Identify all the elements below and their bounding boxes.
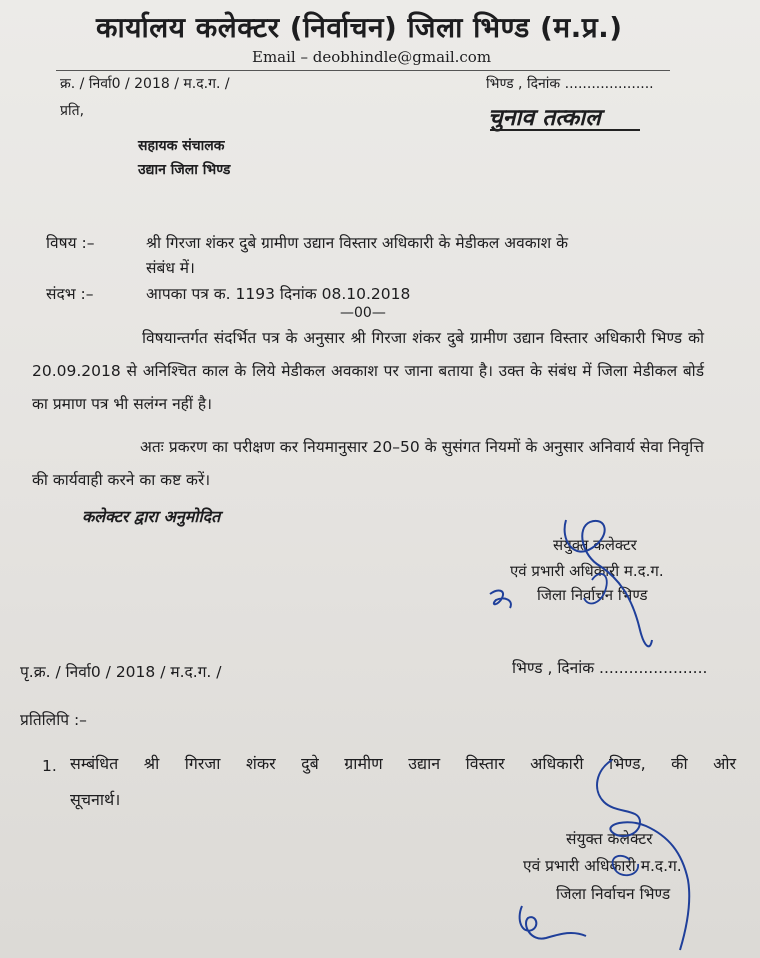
subject-label: विषय :– bbox=[46, 234, 95, 252]
endorsement-number: पृ.क्र. / निर्वा0 / 2018 / म.द.ग. / bbox=[20, 663, 222, 681]
reference-text: आपका पत्र क. 1193 दिनांक 08.10.2018 bbox=[146, 285, 411, 303]
signatory-2-office: एवं प्रभारी अधिकारी म.द.ग. bbox=[523, 857, 682, 875]
signatory-1-district: जिला निर्वाचन भिण्ड bbox=[537, 586, 648, 604]
endorsement-place-date: भिण्ड , दिनांक ...................... bbox=[512, 659, 708, 677]
subject-line-2: संबंध में। bbox=[146, 259, 195, 277]
copy-item-1-number: 1. bbox=[42, 757, 57, 775]
signatory-1-office: एवं प्रभारी अधिकारी म.द.ग. bbox=[510, 562, 664, 580]
office-title: कार्यालय कलेक्टर (निर्वाचन) जिला भिण्ड (म.प्र.) bbox=[96, 11, 623, 44]
signatory-2-district: जिला निर्वाचन भिण्ड bbox=[556, 885, 671, 903]
body-paragraph-1: विषयान्तर्गत संदर्भित पत्र के अनुसार श्री गिरजा शंकर दुबे ग्रामीण उद्यान विस्तार अधिकारी भिण्ड को 20.09.2018 से अनिश्चित काल के लिये मेडीकल अवकाश पर जाना बताया है। उक्त के संबंध में जिला मेडीकल बोर्ड का प्रमाण पत्र भी सलंग्न नहीं है। bbox=[32, 329, 704, 413]
signatory-1-designation: संयुक्त कलेक्टर bbox=[553, 536, 637, 554]
reference-label: संदभ :– bbox=[46, 285, 94, 303]
body-paragraph-2: अतः प्रकरण का परीक्षण कर नियमानुसार 20–50 के सुसंगत नियमों के अनुसार अनिवार्य सेवा निवृत्ति की कार्यवाही करने का कष्ट करें। bbox=[32, 438, 704, 489]
separator: —00— bbox=[340, 305, 386, 321]
to-label: प्रति, bbox=[60, 103, 85, 119]
signatory-2-designation: संयुक्त कलेक्टर bbox=[566, 830, 653, 848]
copy-item-1-line-1: सम्बंधित श्री गिरजा शंकर दुबे ग्रामीण उद्यान विस्तार अधिकारी भिण्ड, की ओर bbox=[70, 754, 736, 773]
office-email: Email – deobhindle@gmail.com bbox=[252, 48, 492, 66]
addressee-line-1: सहायक संचालक bbox=[138, 138, 225, 154]
urgent-stamp: चुनाव तत्काल bbox=[488, 105, 601, 131]
reference-number: क्र. / निर्वा0 / 2018 / म.द.ग. / bbox=[60, 76, 230, 92]
subject-line-1: श्री गिरजा शंकर दुबे ग्रामीण उद्यान विस्तार अधिकारी के मेडीकल अवकाश के bbox=[146, 234, 568, 252]
addressee-line-2: उद्यान जिला भिण्ड bbox=[138, 162, 231, 178]
copy-item-1-line-2: सूचनार्थ। bbox=[70, 790, 121, 809]
approval-note: कलेक्टर द्वारा अनुमोदित bbox=[82, 507, 221, 526]
place-date: भिण्ड , दिनांक .................... bbox=[486, 76, 654, 92]
copy-label: प्रतिलिपि :– bbox=[20, 711, 87, 729]
